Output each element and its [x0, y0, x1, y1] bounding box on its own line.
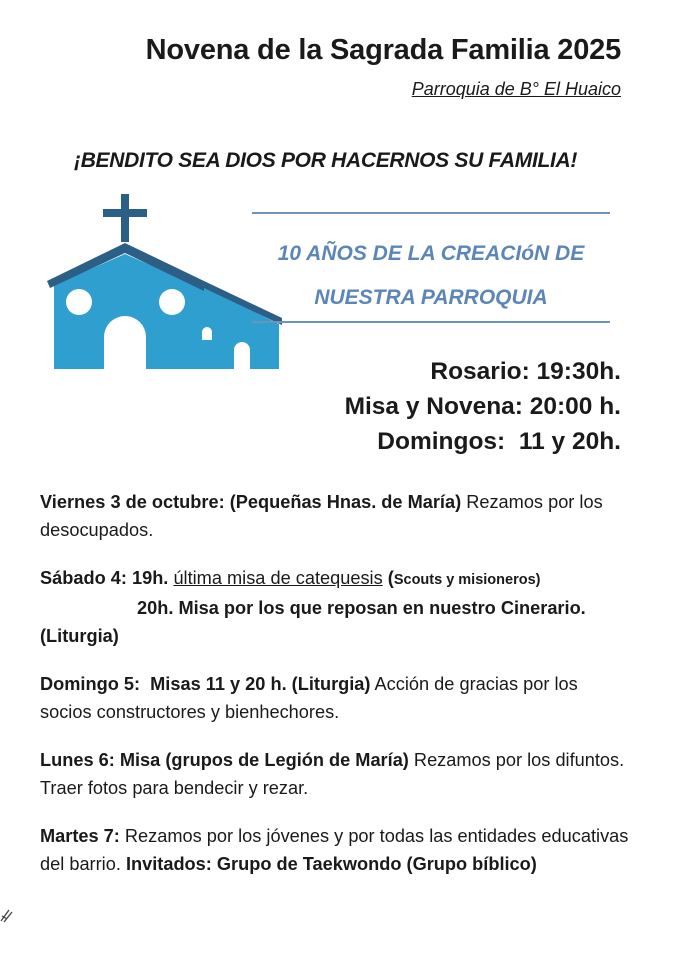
- church-window-left: [66, 289, 92, 315]
- day-sabado: [40, 564, 630, 650]
- day-bold-text: Misas 11 y 20 h. (Liturgia): [140, 674, 371, 694]
- day-text: Rezamos por los desocupados.: [40, 492, 603, 540]
- margin-scribble-icon: [0, 904, 14, 924]
- day-domingo: [40, 670, 630, 726]
- day-group: (Pequeñas Hnas. de María): [224, 492, 462, 512]
- church-side-door: [234, 342, 250, 369]
- parish-subtitle: Parroquia de B° El Huaico: [411, 79, 621, 99]
- divider-top: [252, 212, 610, 214]
- day-label: Viernes 3 de octubre:: [40, 492, 225, 512]
- anniversary-line-1: 10 AÑOS DE LA CREACIóN DE: [277, 242, 585, 265]
- day-bold-text: Misa (grupos de Legión de María): [114, 750, 409, 770]
- church-icon: [46, 192, 282, 372]
- novena-days: [40, 488, 630, 898]
- day-line-2: 20h. Misa por los que reposan en nuestro Cinerario. (Liturgia): [40, 598, 586, 646]
- cross-horizontal: [103, 209, 147, 217]
- day-group: Scouts y misioneros): [393, 572, 541, 588]
- day-bold-text: Invitados: Grupo de Taekwondo (Grupo bíblico): [125, 854, 537, 874]
- church-side-window: [202, 327, 212, 340]
- day-label: Lunes 6:: [40, 750, 115, 770]
- schedule-block: [345, 354, 621, 459]
- church-door: [104, 316, 146, 369]
- day-text: Rezamos por los jóvenes y por todas las entidades educativas del barrio.: [40, 826, 629, 874]
- day-martes: [40, 822, 630, 878]
- anniversary-banner: [252, 232, 610, 320]
- day-text: Rezamos por los difuntos. Traer fotos para bendecir y rezar.: [40, 750, 625, 798]
- schedule-rosario: Rosario: 19:30h.: [430, 358, 621, 385]
- cross-vertical: [121, 194, 129, 242]
- anniversary-line-2: NUESTRA PARROQUIA: [314, 286, 548, 309]
- day-group-open: (: [387, 568, 394, 588]
- day-lunes: [40, 746, 630, 802]
- day-text: Acción de gracias por los socios constructores y bienhechores.: [40, 674, 578, 722]
- schedule-misa: Misa y Novena: 20:00 h.: [344, 393, 621, 420]
- day-viernes: [40, 488, 630, 544]
- divider-bottom: [252, 321, 610, 323]
- day-label: Domingo 5:: [40, 674, 141, 694]
- day-label: Sábado 4: 19h.: [40, 568, 169, 588]
- page-title: Novena de la Sagrada Familia 2025: [145, 34, 621, 66]
- day-label: Martes 7:: [40, 826, 120, 846]
- motto-heading: ¡BENDITO SEA DIOS POR HACERNOS SU FAMILIA!: [74, 149, 578, 172]
- day-underlined-text: última misa de catequesis: [173, 568, 383, 588]
- church-window-right: [159, 289, 185, 315]
- schedule-domingos: Domingos: 11 y 20h.: [377, 428, 621, 455]
